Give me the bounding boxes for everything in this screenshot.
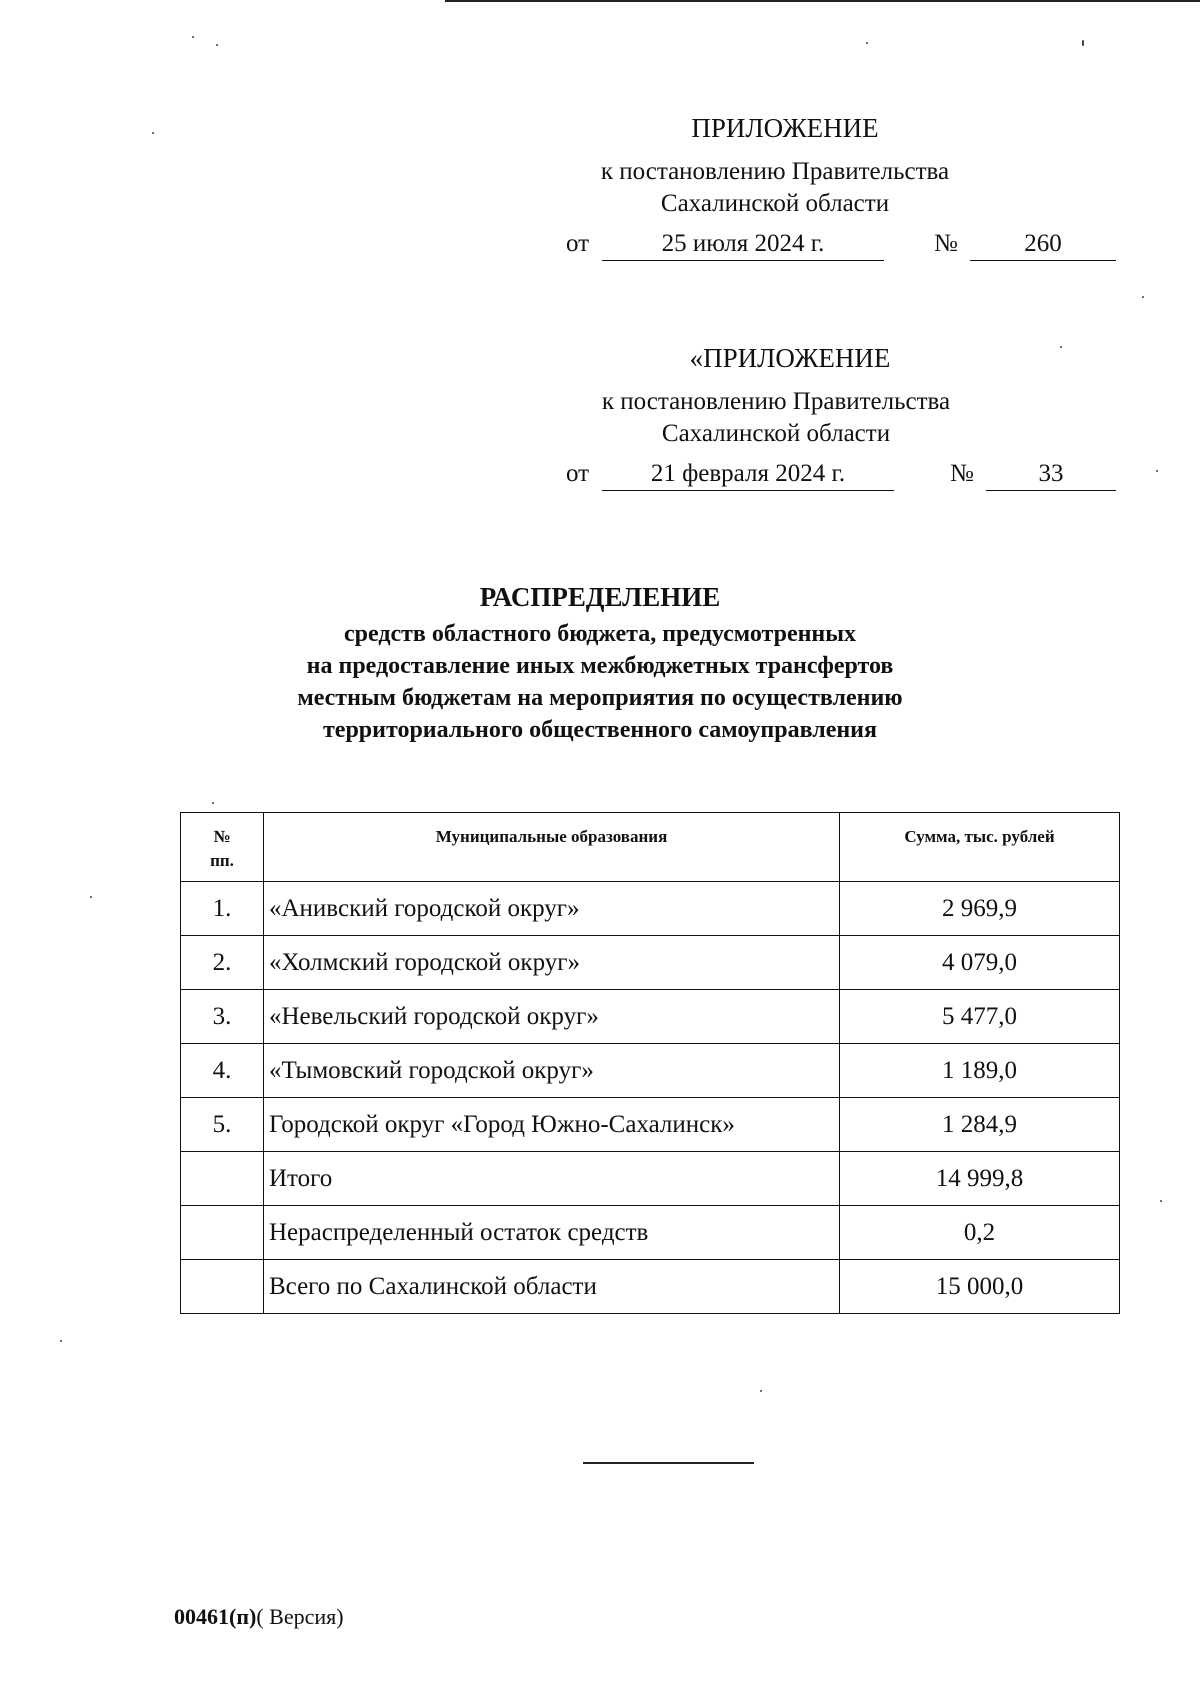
from-label: от [566,230,590,257]
row-num [181,1152,264,1206]
table-row-total [181,1260,1120,1314]
row-num: 3. [181,990,264,1044]
row-municipality: Городской округ «Город Южно-Сахалинск» [264,1098,840,1152]
scan-speck [1142,296,1144,298]
row-municipality: Итого [264,1152,840,1206]
table-header-row [181,813,1120,882]
heading-title: РАСПРЕДЕЛЕНИЕ [479,582,721,612]
appendix-line-1: к постановлению Правительства [600,158,950,185]
footer-version: ( Версия) [256,1604,344,1629]
heading-subtitle-4: территориального общественного самоуправления [323,717,877,743]
row-municipality: «Холмский городской округ» [264,936,840,990]
row-num: 4. [181,1044,264,1098]
heading-subtitle-1: средств областного бюджета, предусмотренных [343,621,856,647]
row-sum: 5 477,0 [840,990,1120,1044]
from-label: от [566,460,590,487]
header-num-line2: пп. [210,851,234,870]
table-row [181,1098,1120,1152]
row-sum: 14 999,8 [840,1152,1120,1206]
scan-speck [1060,346,1062,348]
appendix-line-2: Сахалинской области [660,190,890,217]
row-num: 1. [181,882,264,936]
number-label: № [950,460,974,487]
document-date: 21 февраля 2024 г. [602,458,894,491]
appendix-date-row-amended [566,458,1116,492]
appendix-date-row-current [566,228,1116,262]
row-municipality: «Невельский городской округ» [264,990,840,1044]
table-row [181,1044,1120,1098]
number-label: № [934,230,958,257]
row-municipality: Нераспределенный остаток средств [264,1206,840,1260]
table-row-remainder [181,1206,1120,1260]
scan-speck [1160,1200,1162,1202]
row-sum: 4 079,0 [840,936,1120,990]
row-municipality: Всего по Сахалинской области [264,1260,840,1314]
appendix-title: ПРИЛОЖЕНИЕ [691,113,879,143]
header-num-line1: № [213,827,231,846]
scan-speck [760,1390,762,1392]
row-municipality: «Тымовский городской округ» [264,1044,840,1098]
appendix-line-1: к постановлению Правительства [601,388,951,415]
row-num [181,1260,264,1314]
row-sum: 15 000,0 [840,1260,1120,1314]
scan-speck [1156,470,1158,472]
table-row [181,882,1120,936]
header-num [181,813,264,882]
row-sum: 0,2 [840,1206,1120,1260]
scan-speck [90,896,92,898]
document-number: 33 [986,458,1116,491]
document-date: 25 июля 2024 г. [602,228,884,261]
scan-speck [866,42,868,44]
row-num [181,1206,264,1260]
scan-speck [152,132,154,134]
row-municipality: «Анивский городской округ» [264,882,840,936]
appendix-header-amended [590,342,1040,450]
table-row [181,936,1120,990]
heading-subtitle-2: на предоставление иных межбюджетных трансфертов [306,653,894,679]
footer-code: 00461(п) [174,1604,257,1629]
header-municipality: Муниципальные образования [264,813,840,882]
row-num: 2. [181,936,264,990]
end-of-document-rule [583,1462,754,1464]
row-sum: 1 284,9 [840,1098,1120,1152]
row-sum: 1 189,0 [840,1044,1120,1098]
table-row-subtotal [181,1152,1120,1206]
distribution-table [180,812,1120,1314]
scan-speck [212,802,214,804]
appendix-line-2: Сахалинской области [661,420,891,447]
table-row [181,990,1120,1044]
scan-speck [192,36,194,38]
document-heading [0,580,1200,746]
document-number: 260 [970,228,1116,261]
document-footer [174,1604,344,1630]
heading-subtitle-3: местным бюджетам на мероприятия по осуществлению [297,685,903,711]
row-num: 5. [181,1098,264,1152]
header-sum: Сумма, тыс. рублей [840,813,1120,882]
appendix-header-current [590,112,1040,220]
scan-speck [216,44,218,46]
appendix-title: «ПРИЛОЖЕНИЕ [689,343,891,373]
row-sum: 2 969,9 [840,882,1120,936]
scan-speck [60,1340,62,1342]
scan-speck [1082,40,1084,46]
scan-top-edge [445,0,1200,2]
